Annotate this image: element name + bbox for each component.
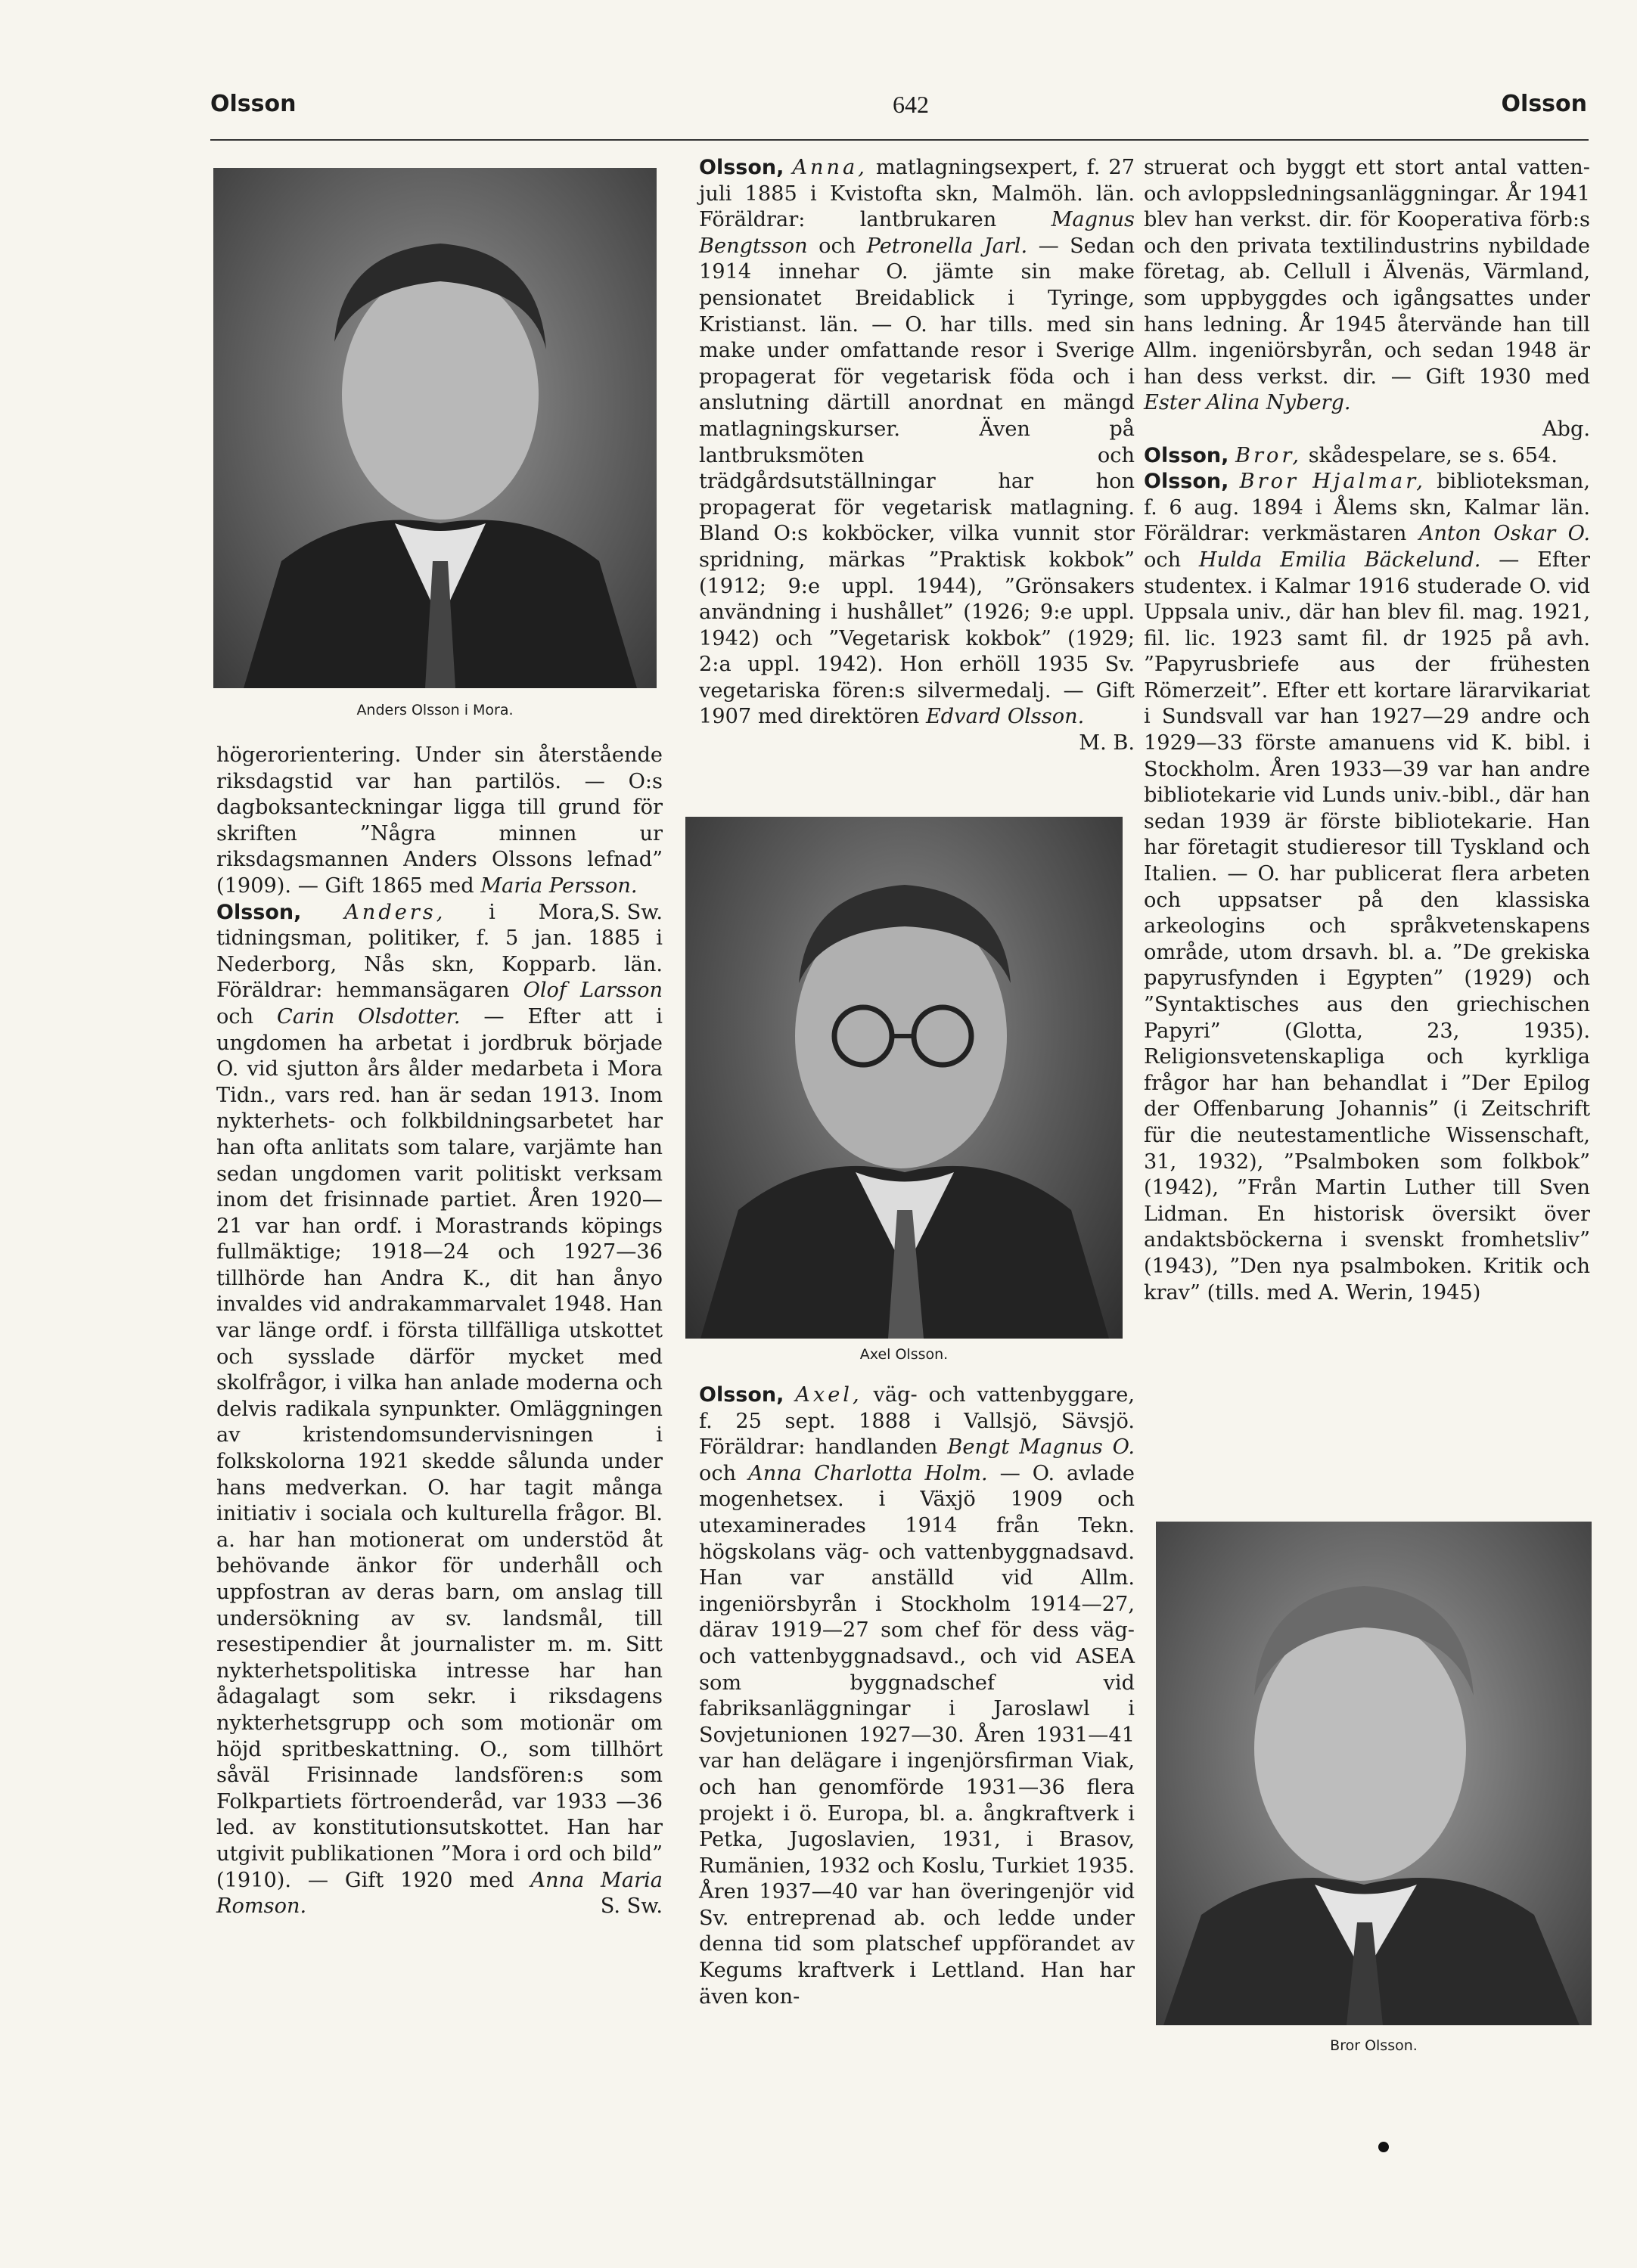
column-1: [216, 743, 663, 1920]
entry-bror-olsson-actor: [1144, 443, 1590, 470]
text: och: [216, 1004, 278, 1029]
entry-continuation-anders-sr: [216, 743, 663, 924]
entry-bror-hjalmar-olsson: [1144, 469, 1590, 1306]
entry-given-name: Axel,: [795, 1383, 862, 1407]
text: och: [807, 234, 867, 258]
running-head-left: Olsson: [210, 91, 297, 117]
entry-surname: Olsson,: [1144, 443, 1229, 467]
entry-anders-olsson: [216, 900, 663, 1920]
text: — Sedan 1914 innehar O. jämte sin make pensionatet Breidablick i Tyringe, Kristianst. län. — O. har tills. med sin make under omfattande resor i Sverige propagerat för vegetarisk föda och i anslutning därtill anordnat en mängd matlagningskurser. Även på lantbruksmöten och trädgårdsutställningar har hon propagerat för vegetarisk matlagning. Bland O:s kokböcker, vilka vunnit stor spridning, märkas ”Praktisk kokbok” (1912; 9:e uppl. 1944), ”Grönsakers användning i hushållet” (1926; 9:e uppl. 1942) och ”Vegetarisk kokbok” (1929; 2:a uppl. 1942). Hon erhöll 1935 Sv. vegetariska fören:s silvermedalj. — Gift 1907 med direktören: [699, 234, 1135, 729]
text: och: [699, 1461, 749, 1485]
entry-continuation-axel: [1144, 155, 1590, 441]
caption-anders-olsson: Anders Olsson i Mora.: [356, 702, 514, 718]
spouse-name: Edvard Olsson.: [925, 705, 1085, 729]
header-rule: [210, 139, 1589, 141]
text: — O. avlade mogenhetsex. i Växjö 1909 och utexaminerades 1914 från Tekn. högskolans väg- och vattenbyggnadsavd. Han var anställd vid Allm. ingeniörsbyrån i Stockholm 1914—27, därav 1919—27 som chef för dess väg- och vattenbyggnadsavd., och vid ASEA som byggnadschef vid fabriksanläggningar i Jaroslawl i Sovjetunionen 1927—30. Åren 1931—41 var han delägare i ingenjörsfirman Viak, och han genomförde 1931—36 flera projekt i ö. Europa, bl. a. ångkraftverk i Petka, Jugoslavien, 1931, i Brasov, Rumänien, 1932 och Koslu, Turkiet 1935. Åren 1937—40 var han överingenjör vid Sv. entreprenad ab. och ledde under denna tid som platschef uppförandet av Kegums kraftverk i Lettland. Han har även kon-: [699, 1461, 1135, 2009]
entry-given-name: Bror,: [1235, 443, 1303, 467]
entry-surname: Olsson,: [1144, 470, 1229, 494]
column-2-top: [699, 155, 1135, 757]
page-number: 642: [893, 91, 929, 118]
text: struerat och byggt ett stort antal vatten- och avloppsledningsanläggningar. År 1941 blev han verkst. dir. för Kooperativa förb:s och den privata textilindustrins nybildade företag, ab. Cellull i Älvenäs, Värmland, som uppbyggdes och igångsattes under hans ledning. År 1945 återvände han till Allm. ingeniörsbyrån, och sedan 1948 är han dess verkst. dir. — Gift 1930 med: [1144, 156, 1590, 389]
text: väg- och vattenbyggare, f. 25 sept. 1888 i Vallsjö, Sävsjö. Föräldrar: handlanden: [699, 1383, 1135, 1460]
column-2-bottom: [699, 1382, 1135, 2010]
text: biblioteksman, f. 6 aug. 1894 i Ålems skn, Kalmar län. Föräldrar: verkmästaren: [1144, 470, 1590, 546]
entry-axel-olsson: [699, 1382, 1135, 2010]
spouse-name: Maria Persson.: [480, 873, 638, 898]
text: skådespelare, se s. 654.: [1302, 443, 1558, 467]
signature: Abg.: [1542, 417, 1590, 441]
text: och: [1144, 548, 1199, 572]
spouse-name: Anna Maria Romson.: [216, 1868, 663, 1919]
entry-surname: Olsson,: [699, 156, 784, 179]
father-name: Magnus Bengtsson: [699, 208, 1135, 258]
caption-bror-olsson: Bror Olsson.: [1330, 2037, 1418, 2054]
text: högerorientering. Under sin återstående riksdagstid var han partilös. — O:s dagboksanteckningar ligga till grund för skriften ”Några minnen ur riksdagsmannen Anders Olssons lefnad” (1909). — Gift 1865 med: [216, 743, 663, 898]
ink-dot: [1378, 2142, 1389, 2152]
entry-given-name: Anders,: [344, 900, 446, 924]
father-name: Bengt Magnus O.: [947, 1435, 1135, 1460]
spouse-name: Ester Alina Nyberg.: [1144, 391, 1351, 415]
mother-name: Anna Charlotta Holm.: [748, 1461, 988, 1485]
signature: M. B.: [1079, 731, 1135, 755]
entry-surname: Olsson,: [699, 1383, 784, 1407]
entry-anna-olsson: [699, 155, 1135, 755]
column-3: [1144, 155, 1590, 1306]
signature: S. Sw.: [600, 900, 663, 924]
mother-name: Carin Olsdotter.: [277, 1004, 461, 1029]
portrait-axel-olsson: [685, 817, 1123, 1339]
running-head-right: Olsson: [1501, 91, 1587, 117]
entry-given-name: Anna,: [792, 156, 868, 179]
text: — Efter studentex. i Kalmar 1916 studerade O. vid Uppsala univ., där han blev fil. mag. 1921, fil. lic. 1923 samt fil. dr 1925 på avh. ”Papyrusbriefe aus der frühesten Römerzeit”. Efter ett kortare lärarvikariat i Sundsvall var han 1927—29 andre och 1929—33 förste amanuens vid K. bibl. i Stockholm. Åren 1933—39 var han andre bibliotekarie vid Lunds univ.-bibl., där han sedan 1939 är förste bibliotekarie. Han har företagit studieresor till Tyskland och Italien. — O. har publicerat flera arbeten och uppsatser på den klassiska arkeologins och språkvetenskapens område, utom drsavh. bl. a. ”De grekiska papyrusfynden i Egypten” (1929) och ”Syntaktisches aus den griechischen Papyri” (Glotta, 23, 1935). Religionsvetenskapliga och kyrkliga frågor har han behandlat i ”Der Epilog der Offenbarung Johannis” (i Zeitschrift für die neutestamentliche Wissenschaft, 31, 1932), ”Psalmboken som folkbok” (1942), ”Från Martin Luther till Sven Lidman. En historisk översikt över andaktsböckerna i svenskt fromhetsliv” (1943), ”Den nya psalmboken. Kritik och krav” (tills. med A. Werin, 1945): [1144, 548, 1590, 1305]
entry-given-name: Bror Hjalmar,: [1239, 470, 1426, 494]
caption-axel-olsson: Axel Olsson.: [859, 1346, 949, 1363]
entry-surname: Olsson,: [216, 900, 302, 924]
portrait-anders-olsson: [213, 168, 657, 688]
portrait-bror-olsson: [1156, 1522, 1592, 2025]
mother-name: Hulda Emilia Bäckelund.: [1198, 548, 1481, 572]
father-name: Olof Larsson: [523, 979, 663, 1003]
text: matlagningsexpert, f. 27 juli 1885 i Kvistofta skn, Malmöh. län. Föräldrar: lantbrukaren: [699, 156, 1135, 232]
text: — Efter att i ungdomen ha arbetat i jordbruk började O. vid sjutton års ålder medarbeta i Mora Tidn., vars red. han är sedan 1913. Inom nykterhets- och folkbildningsarbetet har han ofta anlitats som talare, varjämte han sedan ungdomen varit politiskt verksam inom det frisinnade partiet. Åren 1920—21 var han ordf. i Morastrands köpings fullmäktige; 1918—24 och 1927—36 tillhörde han Andra K., dit han ånyo invaldes vid andrakammarvalet 1948. Han var länge ordf. i första tillfälliga utskottet och sysslade därför mycket med skolfrågor, i vilka han anlade moderna och delvis radikala synpunkter. Omläggningen av kristendomsundervisningen i folkskolorna 1921 skedde sålunda under hans medverkan. O. har tagit många initiativ i sociala och kulturella frågor. Bl. a. har han motionerat om understöd åt behövande änkor för underhåll och uppfostran av deras barn, om anslag till undersökning av sv. landsmål, till resestipendier åt journalister m. m. Sitt nykterhetspolitiska intresse har han ådagalagt som sekr. i riksdagens nykterhetsgrupp och som motionär om höjd spritbeskattning. O., som tillhört såväl Frisinnade landsfören:s som Folkpartiets förtroenderåd, var 1933 —36 led. av konstitutionsutskottet. Han har utgivit publikationen ”Mora i ord och bild” (1910). — Gift 1920 med: [216, 1004, 663, 1892]
text: i Mora, tidningsman, politiker, f. 5 jan. 1885 i Nederborg, Nås skn, Kopparb. län. Föräldrar: hemmansägaren: [216, 900, 663, 1003]
signature: S. Sw.: [600, 1894, 663, 1919]
mother-name: Petronella Jarl.: [866, 234, 1028, 258]
father-name: Anton Oskar O.: [1418, 522, 1590, 546]
